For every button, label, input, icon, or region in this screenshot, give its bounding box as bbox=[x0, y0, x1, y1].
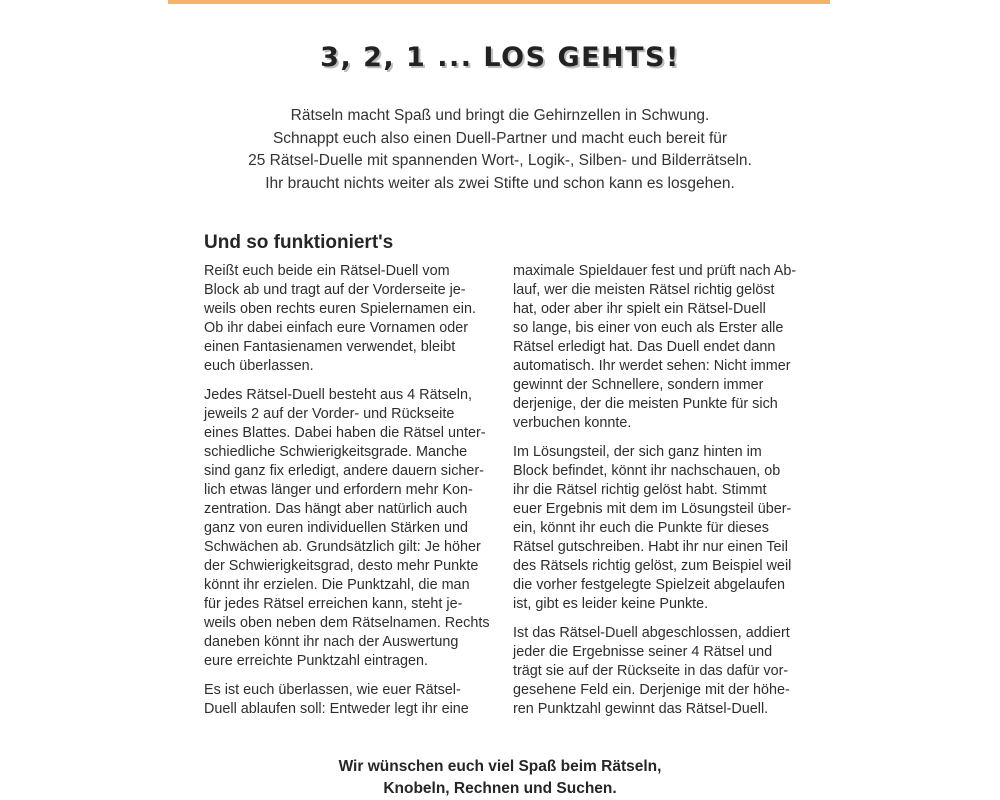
text-line: für jedes Rätsel erreichen kann, steht je- bbox=[204, 596, 463, 612]
text-line: Rätsel erledigt hat. Das Duell endet dann bbox=[513, 339, 776, 355]
intro-line: Ihr braucht nichts weiter als zwei Stifte und schon kann es losgehen. bbox=[265, 174, 735, 192]
text-line: daneben könnt ihr nach der Auswertung bbox=[204, 634, 459, 650]
text-line: weils oben rechts euren Spielernamen ein. bbox=[204, 301, 476, 317]
left-text-column bbox=[204, 262, 494, 729]
text-line: automatisch. Ihr werdet sehen: Nicht immer bbox=[513, 358, 791, 374]
text-line: derjenige, der die meisten Punkte für sich bbox=[513, 396, 778, 412]
text-line: zentration. Das hängt aber natürlich auch bbox=[204, 501, 468, 517]
paragraph bbox=[513, 624, 803, 719]
text-line: gesehene Feld ein. Derjenige mit der höhe- bbox=[513, 682, 790, 698]
text-line: eines Blattes. Dabei haben die Rätsel unter- bbox=[204, 425, 486, 441]
paragraph bbox=[204, 386, 494, 671]
text-line: die vorher festgelegte Spielzeit abgelaufen bbox=[513, 577, 786, 593]
text-line: ren Punktzahl gewinnt das Rätsel-Duell. bbox=[513, 701, 769, 717]
intro-line: Schnappt euch also einen Duell-Partner und macht euch bereit für bbox=[272, 129, 728, 147]
text-line: verbuchen konnte. bbox=[513, 415, 632, 431]
text-line: hat, oder aber ihr spielt ein Rätsel-Duell bbox=[513, 301, 766, 317]
paragraph bbox=[204, 262, 494, 376]
text-line: lich etwas länger und erfordern mehr Kon- bbox=[204, 482, 473, 498]
right-text-column bbox=[513, 262, 803, 729]
text-line: Schwächen ab. Grundsätzlich gilt: Je höher bbox=[204, 539, 481, 555]
text-line: trägt sie auf der Rückseite in das dafür vor- bbox=[513, 663, 789, 679]
text-line: Block ab und tragt auf der Vorderseite je- bbox=[204, 282, 466, 298]
paragraph bbox=[204, 681, 494, 719]
text-line: jeweils 2 auf der Vorder- und Rückseite bbox=[204, 406, 455, 422]
paragraph bbox=[513, 262, 803, 433]
text-line: ist, gibt es leider keine Punkte. bbox=[513, 596, 709, 612]
text-line: Es ist euch überlassen, wie euer Rätsel- bbox=[204, 682, 461, 698]
text-line: des Rätsels richtig gelöst, zum Beispiel weil bbox=[513, 558, 792, 574]
text-line: euch überlassen. bbox=[204, 358, 314, 374]
text-line: lauf, wer die meisten Rätsel richtig gelöst bbox=[513, 282, 775, 298]
closing-line: Wir wünschen euch viel Spaß beim Rätseln, bbox=[338, 758, 662, 775]
text-line: schiedliche Schwierigkeitsgrade. Manche bbox=[204, 444, 468, 460]
text-line: ganz von euren individuellen Stärken und bbox=[204, 520, 469, 536]
text-line: Ist das Rätsel-Duell abgeschlossen, addiert bbox=[513, 625, 790, 641]
text-line: der Schwierigkeitsgrad, desto mehr Punkte bbox=[204, 558, 479, 574]
text-line: eure erreichte Punktzahl eintragen. bbox=[204, 653, 428, 669]
text-line: Block befindet, könnt ihr nachschauen, ob bbox=[513, 463, 781, 479]
intro-line: Rätseln macht Spaß und bringt die Gehirnzellen in Schwung. bbox=[290, 107, 710, 124]
text-line: Rätsel gutschreiben. Habt ihr nur einen Teil bbox=[513, 539, 788, 555]
text-line: jeder die Ergebnisse seiner 4 Rätsel und bbox=[513, 644, 773, 660]
closing-line: Knobeln, Rechnen und Suchen. bbox=[383, 780, 617, 797]
text-line: ein, könnt ihr euch die Punkte für dieses bbox=[513, 520, 769, 536]
text-line: Reißt euch beide ein Rätsel-Duell vom bbox=[204, 263, 450, 279]
text-line: könnt ihr erzielen. Die Punktzahl, die man bbox=[204, 577, 470, 593]
text-line: Duell ablaufen soll: Entweder legt ihr eine bbox=[204, 701, 469, 717]
text-line: so lange, bis einer von euch als Erster alle bbox=[513, 320, 784, 336]
top-accent-rule bbox=[168, 0, 830, 4]
text-line: gewinnt der Schnellere, sondern immer bbox=[513, 377, 764, 393]
text-line: Im Lösungsteil, der sich ganz hinten im bbox=[513, 444, 762, 460]
text-line: weils oben neben dem Rätselnamen. Rechts bbox=[204, 615, 490, 631]
text-line: einen Fantasienamen verwendet, bleibt bbox=[204, 339, 456, 355]
text-line: sind ganz fix erledigt, andere dauern sicher- bbox=[204, 463, 484, 479]
text-line: ihr die Rätsel richtig gelöst habt. Stimmt bbox=[513, 482, 767, 498]
intro-line: 25 Rätsel-Duelle mit spannenden Wort-, Logik-, Silben- und Bilderrätseln. bbox=[248, 152, 752, 169]
section-heading: Und so funktioniert's bbox=[204, 232, 394, 253]
text-line: Jedes Rätsel-Duell besteht aus 4 Rätseln, bbox=[204, 387, 472, 403]
text-line: Ob ihr dabei einfach eure Vornamen oder bbox=[204, 320, 468, 336]
intro-text bbox=[0, 105, 1000, 195]
text-line: maximale Spieldauer fest und prüft nach Ab- bbox=[513, 263, 797, 279]
closing-text bbox=[0, 756, 1000, 800]
paragraph bbox=[513, 443, 803, 614]
page-title: 3, 2, 1 ... LOS GEHTS! bbox=[320, 42, 680, 73]
text-line: euer Ergebnis mit dem im Lösungsteil über- bbox=[513, 501, 792, 517]
